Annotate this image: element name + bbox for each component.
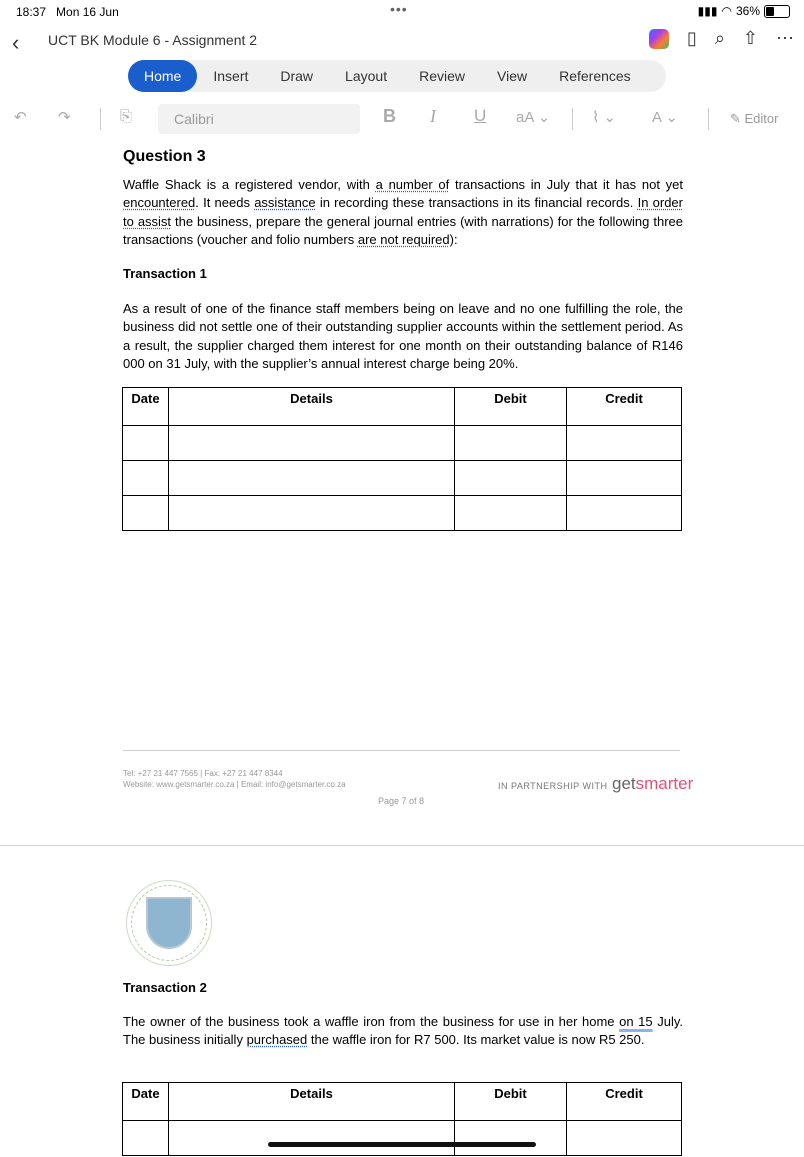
- signal-icon: ▮▮▮: [697, 4, 718, 18]
- col-credit: Credit: [567, 1083, 682, 1121]
- font-color-icon[interactable]: A ⌄: [652, 109, 678, 126]
- col-details: Details: [169, 1083, 455, 1121]
- page-break: [0, 845, 804, 846]
- editor-button[interactable]: ✎ Editor: [730, 111, 779, 126]
- table-row: [123, 496, 682, 531]
- tab-layout[interactable]: Layout: [345, 68, 388, 84]
- status-indicators: [698, 4, 790, 18]
- battery-percent: 36%: [735, 4, 760, 18]
- footer-contact: Tel: +27 21 447 7565 | Fax: +27 21 447 8344 Website: www.getsmarter.co.za | Email: info@getsmarter.co.za: [123, 769, 346, 789]
- search-icon[interactable]: ⌕: [714, 28, 725, 48]
- page-number: Page 7 of 8: [378, 796, 425, 806]
- highlight-icon[interactable]: ⌇ ⌄: [592, 109, 617, 126]
- uct-crest-logo: [126, 880, 212, 966]
- question-intro: Waffle Shack is a registered vendor, with a number of transactions in July that it has not yet encountered. It needs assistance in recording these transactions in its financial records. In order to assist the business, prepare the general journal entries (with narrations) for the following three transactions (voucher and folio numbers are not required):: [123, 177, 684, 247]
- status-time: 18:37 Mon 16 Jun: [16, 5, 119, 19]
- status-bar: [0, 0, 804, 24]
- home-indicator[interactable]: [268, 1142, 536, 1147]
- copilot-icon[interactable]: [649, 29, 669, 49]
- tab-draw[interactable]: Draw: [280, 68, 314, 84]
- underline-button[interactable]: U: [474, 106, 487, 125]
- transaction2-text: The owner of the business took a waffle iron from the business for use in her home on 15 July. The business initially purchased the waffle iron for R7 500. Its market value is now R5 250.: [123, 1014, 683, 1048]
- footer-divider: [123, 750, 680, 751]
- multitask-dots-icon[interactable]: •••: [390, 1, 408, 17]
- col-date: Date: [123, 388, 169, 426]
- transaction1-title: Transaction 1: [123, 266, 207, 281]
- partner-text: IN PARTNERSHIP WITH: [498, 781, 608, 791]
- tab-insert[interactable]: Insert: [213, 68, 249, 84]
- undo-icon[interactable]: ↶: [14, 109, 27, 126]
- journal-table-1: [122, 387, 682, 531]
- font-selector[interactable]: Calibri: [158, 104, 360, 134]
- getsmarter-logo: getsmarter: [612, 774, 694, 793]
- font-size-button[interactable]: aA ⌄: [516, 109, 551, 126]
- wifi-icon: ◠: [721, 4, 732, 18]
- transaction2-title: Transaction 2: [123, 980, 207, 995]
- italic-button[interactable]: I: [430, 106, 436, 126]
- tab-view[interactable]: View: [497, 68, 528, 84]
- tab-review[interactable]: Review: [419, 68, 465, 84]
- table-row: [123, 461, 682, 496]
- col-debit: Debit: [455, 388, 567, 426]
- more-options-icon[interactable]: ⋯: [776, 28, 794, 48]
- col-details: Details: [169, 388, 455, 426]
- device-view-icon[interactable]: ▯: [686, 28, 697, 48]
- share-icon[interactable]: ⇧: [742, 28, 758, 48]
- format-painter-icon[interactable]: ⎘: [120, 108, 133, 125]
- col-date: Date: [123, 1083, 169, 1121]
- transaction1-text: As a result of one of the finance staff members being on leave and no one fulfilling the role, the business did not settle one of their outstanding supplier accounts within the settlement period. As a result, the supplier charged them interest for one month on their outstanding balance of R146 000 on 31 July, with the supplier’s annual interest charge being 20%.: [123, 301, 683, 371]
- title-bar: [0, 24, 804, 58]
- document-title[interactable]: UCT BK Module 6 - Assignment 2: [48, 32, 258, 48]
- table-row: [123, 1121, 682, 1156]
- bold-button[interactable]: B: [383, 106, 396, 126]
- table-row: [123, 426, 682, 461]
- tab-references[interactable]: References: [559, 68, 631, 84]
- back-chevron-icon[interactable]: ‹: [12, 30, 20, 55]
- col-debit: Debit: [455, 1083, 567, 1121]
- format-toolbar: [0, 100, 804, 138]
- redo-icon[interactable]: ↷: [58, 109, 71, 126]
- col-credit: Credit: [567, 388, 682, 426]
- battery-icon: [764, 5, 790, 18]
- tab-home[interactable]: Home: [128, 60, 197, 92]
- ribbon-tabs: [128, 60, 666, 92]
- question-title: Question 3: [123, 148, 206, 165]
